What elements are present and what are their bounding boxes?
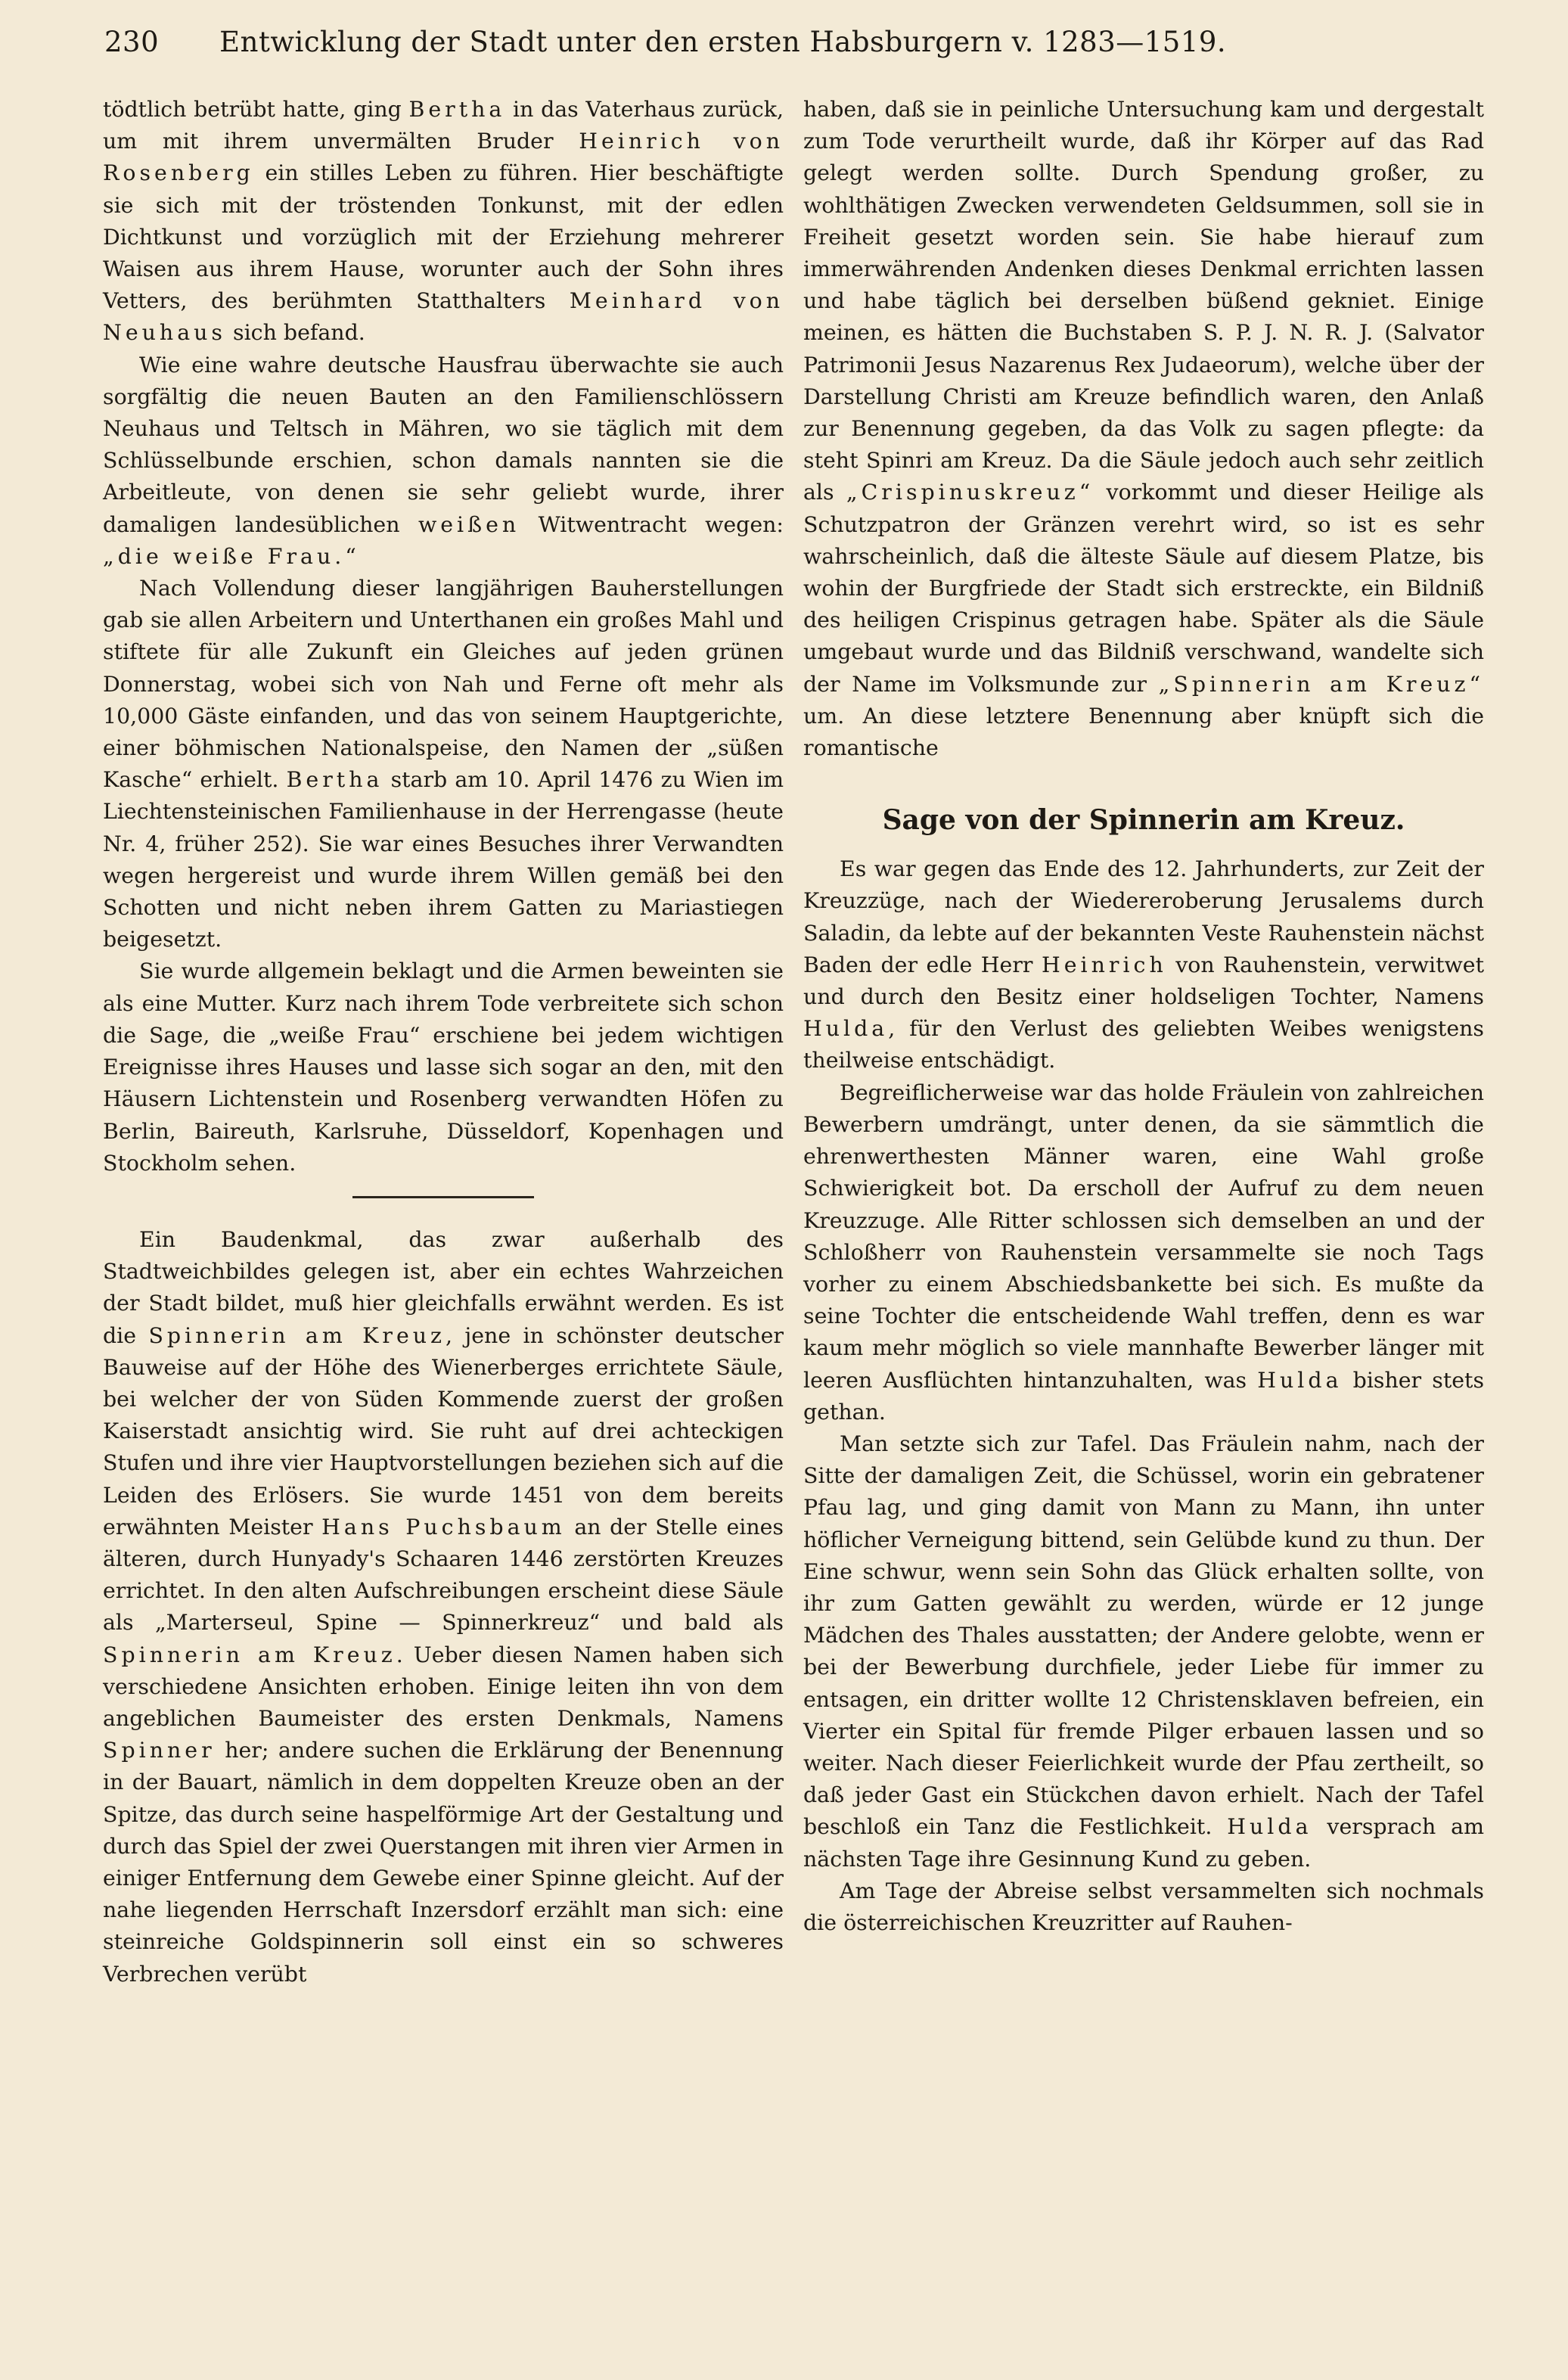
paragraph: tödtlich betrübt hatte, ging Bertha in das Vaterhaus zurück, um mit ihrem unvermälten Bruder Heinrich von Rosenberg ein stilles Leben zu führen. Hier beschäftigte sie sich mit der tröstenden Tonkunst, mit der edlen Dichtkunst und vorzüglich mit der Erziehung mehrerer Waisen aus ihrem Hause, worunter auch der Sohn ihres Vetters, des berühmten Statthalters Meinhard von Neuhaus sich befand. <box>103 97 784 346</box>
paragraph: Nach Vollendung dieser langjährigen Bauherstellungen gab sie allen Arbeitern und Unterthanen ein großes Mahl und stiftete für alle Zukunft ein Gleiches auf jeden grünen Donnerstag, wobei sich von Nah und Ferne oft mehr als 10,000 Gäste einfanden, und das von seinem Hauptgerichte, einer böhmischen Nationalspeise, den Namen der „süßen Kasche“ erhielt. Bertha starb am 10. April 1476 zu Wien im Liechtensteinischen Familienhause in der Herrengasse (heute Nr. 4, früher 252). Sie war eines Besuches ihrer Verwandten wegen hergereist und wurde ihrem Willen gemäß bei den Schotten und nicht neben ihrem Gatten zu Mariastiegen beigesetzt. <box>103 576 784 952</box>
paragraph: Am Tage der Abreise selbst versammelten sich nochmals die österreichischen Kreuzritter auf Rauhen- <box>803 1878 1484 1935</box>
page-number: 230 <box>104 26 160 58</box>
person-name: Hans Puchsbaum <box>321 1514 566 1540</box>
person-name: Hulda <box>803 1016 889 1042</box>
running-header <box>104 26 1239 71</box>
section-divider <box>352 1196 534 1198</box>
paragraph: Begreiflicherweise war das holde Fräulein von zahlreichen Bewerbern umdrängt, unter denen, da sie sämmtlich die ehrenwerthesten Männer waren, eine Wahl große Schwierigkeit bot. Da erscholl der Aufruf zu dem neuen Kreuzzuge. Alle Ritter schlossen sich demselben an und der Schloßherr von Rauhenstein versammelte sie noch Tags vorher zu einem Abschiedsbankette bei sich. Es mußte da seine Tochter die entscheidende Wahl treffen, denn es war kaum mehr möglich so viele mannhafte Bewerber länger mit leeren Ausflüchten hintanzuhalten, was Hulda bisher stets gethan. <box>803 1080 1485 1425</box>
person-name: Bertha <box>408 97 506 122</box>
person-name: Bertha <box>286 767 383 793</box>
left-column <box>103 94 784 1990</box>
person-name: Spinner <box>103 1738 216 1763</box>
paragraph: Sie wurde allgemein beklagt und die Armen beweinten sie als eine Mutter. Kurz nach ihrem Tode verbreitete sich schon die Sage, die „weiße Frau“ erschiene bei jedem wichtigen Ereignisse ihres Hauses und lasse sich sogar an den, mit den Häusern Lichtenstein und Rosenberg verwandten Höfen zu Berlin, Baireuth, Karlsruhe, Düsseldorf, Kopenhagen und Stockholm sehen. <box>103 959 784 1176</box>
person-name: Heinrich <box>1041 952 1167 977</box>
person-name: Meinhard von Neuhaus <box>103 288 784 346</box>
person-name: Hulda <box>1227 1814 1312 1840</box>
paragraph: Wie eine wahre deutsche Hausfrau überwachte sie auch sorgfältig die neuen Bauten an den Familienschlössern Neuhaus und Teltsch in Mähren, wo sie täglich mit dem Schlüsselbunde erschien, schon damals nannten sie die Arbeitleute, von denen sie sehr geliebt wurde, ihrer damaligen landesüblichen weißen Witwentracht wegen: „die weiße Frau.“ <box>103 352 784 569</box>
running-title: Entwicklung der Stadt unter den ersten Habsburgern v. 1283—1519. <box>219 26 1227 58</box>
person-name: Heinrich von Rosenberg <box>103 129 784 186</box>
person-name: Hulda <box>1257 1367 1343 1393</box>
paragraph: haben, daß sie in peinliche Untersuchung kam und dergestalt zum Tode verurtheilt wurde, daß ihr Körper auf das Rad gelegt werden sollte. Durch Spendung großer, zu wohlthätigen Zwecken verwendeten Geldsummen, soll sie in Freiheit gesetzt worden sein. Sie habe hierauf zum immerwährenden Andenken dieses Denkmal errichten lassen und habe täglich bei derselben büßend gekniet. Einige meinen, es hätten die Buchstaben S. P. J. N. R. J. (Salvator Patrimonii Jesus Nazarenus Rex Judaeorum), welche über der Darstellung Christi am Kreuze befindlich waren, den Anlaß zur Benennung gegeben, da das Volk zu sagen pflegte: da steht Spinri am Kreuz. Da die Säule jedoch auch sehr zeitlich als „Crispinuskreuz“ vorkommt und dieser Heilige als Schutzpatron der Gränzen verehrt wird, so ist es sehr wahrscheinlich, daß die älteste Säule auf diesem Platze, bis wohin der Burgfriede der Stadt sich erstreckte, ein Bildniß des heiligen Crispinus getragen habe. Später als die Säule umgebaut wurde und das Bildniß verschwand, wandelte sich der Name im Volksmunde zur „Spinnerin am Kreuz“ um. An diese letztere Benennung aber knüpft sich die romantische <box>803 97 1484 761</box>
paragraph: Man setzte sich zur Tafel. Das Fräulein nahm, nach der Sitte der damaligen Zeit, die Schüssel, worin ein gebratener Pfau lag, und ging damit von Mann zu Mann, ihn unter höflicher Verneigung bittend, sein Gelübde kund zu thun. Der Eine schwur, wenn sein Sohn das Glück erhalten sollte, von ihr zum Gatten gewählt zu werden, würde er 12 junge Mädchen des Thales ausstatten; der Andere gelobte, wenn er bei der Bewerbung durchfiele, jeder Liebe für immer zu entsagen, ein dritter wollte 12 Christensklaven befreien, ein Vierter ein Spital für fremde Pilger erbauen lassen und so weiter. Nach dieser Feierlichkeit wurde der Pfau zertheilt, so daß jeder Gast ein Stückchen davon erhielt. Nach der Tafel beschloß ein Tanz die Festlichkeit. Hulda versprach am nächsten Tage ihre Gesinnung Kund zu geben. <box>803 1431 1484 1872</box>
section-title: Sage von der Spinnerin am Kreuz. <box>882 804 1405 837</box>
paragraph: Es war gegen das Ende des 12. Jahrhunderts, zur Zeit der Kreuzzüge, nach der Wiedereroberung Jerusalems durch Saladin, da lebte auf der bekannten Veste Rauhenstein nächst Baden der edle Herr Heinrich von Rauhenstein, verwitwet und durch den Besitz einer holdseligen Tochter, Namens Hulda, für den Verlust des geliebten Weibes wenigstens theilweise entschädigt. <box>803 856 1484 1073</box>
right-column <box>803 94 1484 1939</box>
paragraph: Ein Baudenkmal, das zwar außerhalb des Stadtweichbildes gelegen ist, aber ein echtes Wahrzeichen der Stadt bildet, muß hier gleichfalls erwähnt werden. Es ist die Spinnerin am Kreuz, jene in schönster deutscher Bauweise auf der Höhe des Wienerberges errichtete Säule, bei welcher der von Süden Kommende zuerst der großen Kaiserstadt ansichtig wird. Sie ruht auf drei achteckigen Stufen und ihre vier Hauptvorstellungen beziehen sich auf die Leiden des Erlösers. Sie wurde 1451 von dem bereits erwähnten Meister Hans Puchsbaum an der Stelle eines älteren, durch Hunyady's Schaaren 1446 zerstörten Kreuzes errichtet. In den alten Aufschreibungen erscheint diese Säule als „Marterseul, Spine — Spinnerkreuz“ und bald als Spinnerin am Kreuz. Ueber diesen Namen haben sich verschiedene Ansichten erhoben. Einige leiten ihn von dem angeblichen Baumeister des ersten Denkmals, Namens Spinner her; andere suchen die Erklärung der Benennung in der Bauart, nämlich in dem doppelten Kreuze oben an der Spitze, das durch seine haspelförmige Art der Gestaltung und durch das Spiel der zwei Querstangen mit ihren vier Armen in einiger Entfernung dem Gewebe einer Spinne gleicht. Auf der nahe liegenden Herrschaft Inzersdorf erzählt man sich: eine steinreiche Goldspinnerin soll einst ein so schweres Verbrechen verübt <box>103 1226 784 1987</box>
